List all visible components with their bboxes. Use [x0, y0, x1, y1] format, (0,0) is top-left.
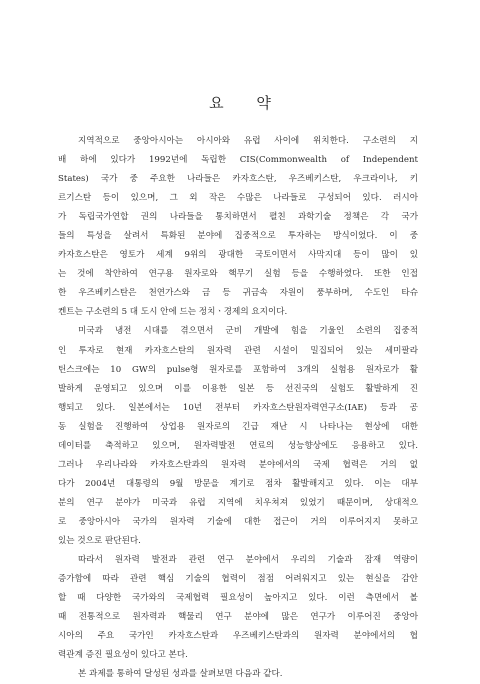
text-line: 다가 2004년 대통령의 9월 방문을 계기로 점차 활발해지고 있다. 이는 대부 [58, 478, 418, 489]
text-line: 본 과제를 통하여 달성된 성과를 살펴보면 다음과 같다. [78, 669, 283, 680]
text-line: 켄트는 구소련의 5 대 도시 안에 드는 정치ㆍ경제의 요지이다. [58, 307, 288, 318]
text-line: 지역적으로 중앙아시아는 아시아와 유럽 사이에 위치한다. 구소련의 지 [78, 136, 418, 146]
text-line: 로 중앙아시아 국가의 원자력 기술에 대한 접근이 거의 이루어지지 못하고 [58, 516, 418, 527]
text-line: 데이터를 축적하고 있으며, 원자력발전 연료의 성능향상에도 응용하고 있다. [58, 440, 418, 451]
paragraph-4 [58, 665, 418, 684]
text-line: 시아의 주요 국가인 카자흐스탄과 우즈베키스탄과의 원자력 분야에서의 협 [58, 631, 418, 642]
text-line: 때 전통적으로 원자력과 핵물리 연구 분야에 많은 연구가 이루어진 중앙아 [58, 612, 418, 623]
text-line: 는 것에 착안하여 연구용 원자로와 핵무기 실험 등을 수행하였다. 또한 인접 [58, 269, 418, 280]
text-line: 인 투자로 현재 카자흐스탄의 원자력 관련 시설이 밀집되어 있는 세미팔라 [58, 345, 418, 356]
text-line: 증가함에 따라 관련 핵심 기술의 협력이 점점 어려워지고 있는 현실을 감안 [58, 574, 418, 585]
text-line: 있는 것으로 판단된다. [58, 535, 141, 546]
text-line: 들의 특성을 살려서 특화된 분야에 집중적으로 투자하는 방식이었다. 이 중 [58, 231, 418, 242]
text-line: 따라서 원자력 발전과 관련 연구 분야에서 우리의 기술과 잠재 역량이 [78, 555, 418, 566]
text-line: 발하게 운영되고 있으며 이를 이용한 일본 등 선진국의 실험도 활발하게 진 [58, 383, 418, 394]
text-line: 동 실험을 진행하여 상업용 원자로의 긴급 재난 시 나타나는 현상에 대한 [58, 421, 418, 432]
text-line: 한 우즈베키스탄은 천연가스와 금 등 귀금속 자원이 풍부하며, 수도인 타슈 [58, 288, 418, 299]
text-line: 분의 연구 분야가 미국과 유럽 지역에 치우쳐져 있었기 때문이며, 상대적으 [58, 497, 418, 508]
text-line: 할 때 다양한 국가와의 국제협력 필요성이 높아지고 있다. 이런 측면에서 볼 [58, 593, 418, 604]
summary-body [58, 132, 418, 684]
text-line: 가 독립국가연합 권의 나라들을 통치하면서 펼친 과학기술 정책은 각 국가 [58, 212, 418, 223]
text-line: 력관계 증진 필요성이 있다고 본다. [58, 650, 188, 661]
text-line: 행되고 있다. 일본에서는 10년 전부터 카자흐스탄원자력연구소(IAE) 등과 공 [58, 402, 418, 413]
paragraph-2 [58, 322, 418, 551]
text-line: 카자흐스탄은 영토가 세계 9위의 광대한 국토이면서 사막지대 등이 많이 있 [58, 250, 418, 261]
text-line: States) 국가 중 주요한 나라들은 카자흐스탄, 우즈베키스탄, 우크라이나, 키 [58, 174, 418, 185]
text-line: 배 하에 있다가 1992년에 독립한 CIS(Commonwealth of Independent [58, 155, 418, 166]
text-line: 틴스크에는 10 GW의 pulse형 원자로를 포함하여 3개의 실험용 원자로가 활 [58, 364, 418, 375]
text-line: 그러나 우리나라와 카자흐스탄과의 원자력 분야에서의 국제 협력은 거의 없 [58, 459, 418, 470]
paragraph-3 [58, 551, 418, 665]
text-line: 르기스탄 등이 있으며, 그 외 작은 수많은 나라들로 구성되어 있다. 러시아 [58, 193, 418, 204]
summary-title: 요 약 [209, 94, 285, 112]
paragraph-1 [58, 132, 418, 322]
text-line: 미국과 냉전 시대를 겪으면서 군비 개발에 힘을 기울인 소련의 집중적 [78, 326, 418, 337]
